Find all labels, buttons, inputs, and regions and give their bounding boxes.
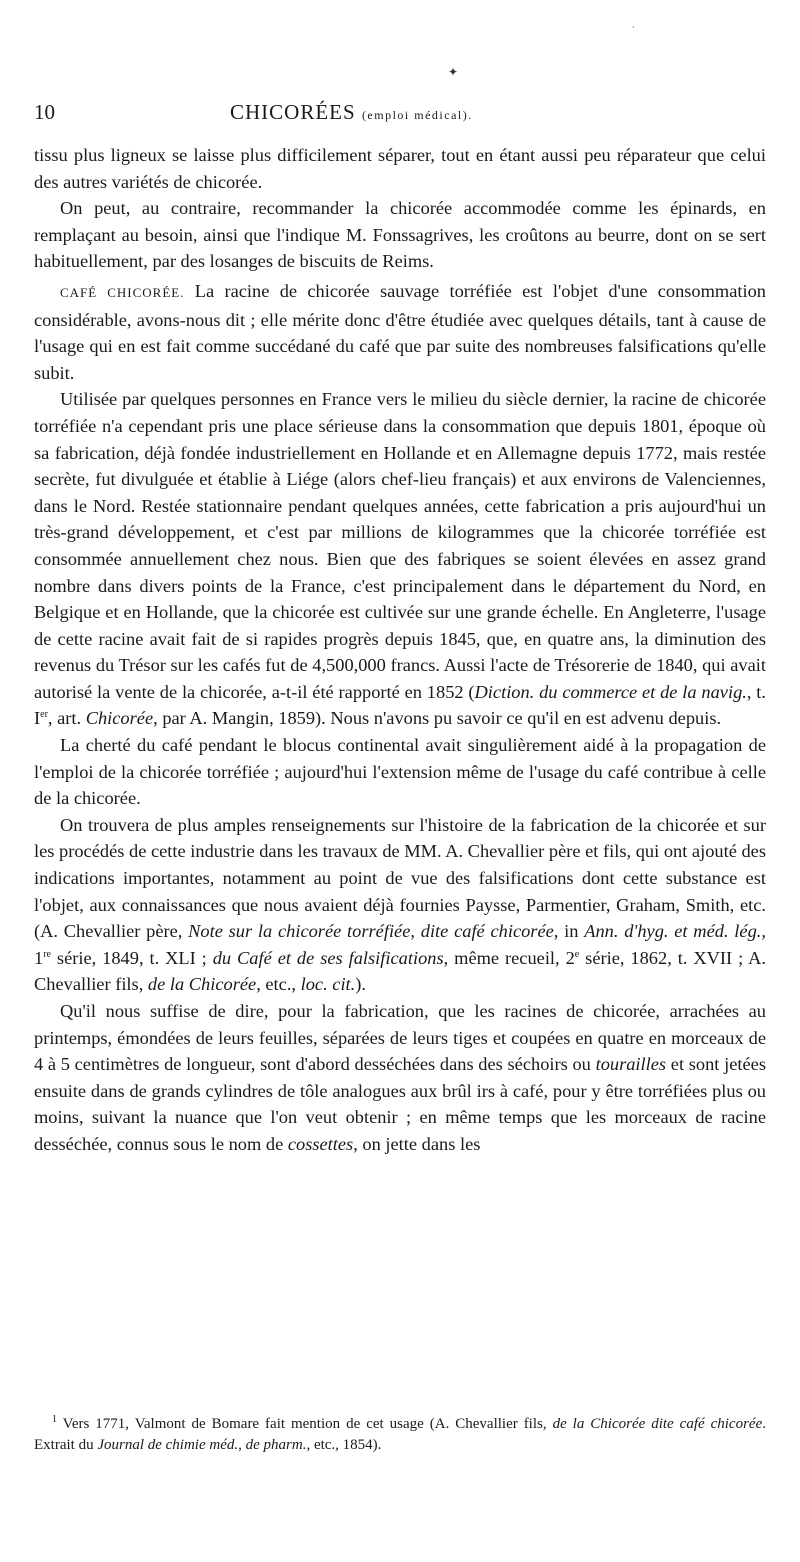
text-run: Utilisée par quelques personnes en France vers le milieu du siècle dernier, la racine de chicorée torréfiée n'a cependant pris une place sérieuse dans la consommation que depuis 1801, époque où sa fabrication, déjà fondée industriellement en Hollande et en Allemagne depuis 1772, mais restée secrète, fut divulguée et établie à Liége (alors chef-lieu français) et aux environs de Valenciennes, dans le Nord. Restée stationnaire pendant quelques années, cette fabrication a pris aujourd'hui un très-grand développement, et c'est par millions de kilogrammes que la chicorée torréfiée est consommée annuellement chez nous. Bien que des fabriques se soient élevées en assez grand nombre dans divers points de la France, c'est principalement dans le département du Nord, en Belgique et en Hollande, que la chicorée est cultivée sur une grande échelle. En Angleterre, l'usage de cette racine avait fait de si rapides progrès depuis 1845, que, en quatre ans, la diminution des revenus du Trésor sur les cafés fut de 4,500,000 francs. Aussi l'acte de Trésorerie de 1840, qui avait autorisé la vente de la chicorée, a-t-il été rapporté en 1852 ( [34,389,766,702]
italic-run: Diction. du commerce et de la navig. [474,681,747,702]
text-run: série, 1849, t. XLI ; [50,947,213,968]
text-run: tissu plus ligneux se laisse plus difficilement séparer, tout en étant aussi peu réparateur que celui des autres variétés de chicorée. [34,145,766,192]
running-head-title: CHICORÉES [230,100,356,124]
text-run: . Extrait du [34,1416,766,1453]
italic-run: cossettes [287,1133,354,1154]
text-run: Vers 1771, Valmont de Bomare fait mention de cet usage (A. Chevallier fils, [57,1416,553,1432]
paragraph [34,998,766,1158]
paragraph [34,732,766,812]
superscript: re [43,948,51,960]
italic-run: Chicorée [85,708,154,729]
paragraph [34,386,766,732]
text-run: et sont jetées ensuite dans de grands cylindres de tôle analogues aux brûl irs à café, pour y être torréfiées plus ou moins, suivant la nuance que l'on veut obtenir ; en même temps que les morceaux de racine desséchée, connus sous le nom de [34,1054,766,1154]
ink-speck: · [632,23,635,32]
text-run: La racine de chicorée sauvage torréfiée est l'objet d'une consommation considérable, avons-nous dit ; elle mérite donc d'être étudiée avec quelques détails, tant à cause de l'usage qui en est fait comme succédané du café que par suite des nombreuses falsifications qu'elle subit. [34,280,767,383]
italic-run: tourailles [595,1054,667,1075]
text-run: série, 1862, t. XVII ; A. Chevallier fils, [34,947,766,995]
italic-run: Note sur la chicorée torréfiée, dite café chicorée [188,921,554,942]
text-run: , art. [47,708,86,729]
italic-run: du Café et de ses falsifications [212,947,444,968]
page-number: 10 [34,100,55,124]
text-run: , même recueil, 2 [443,947,575,968]
italic-run: de la Chicorée [147,974,257,995]
text-run: , par A. Mangin, 1859). Nous n'avons pu savoir ce qu'il en est advenu depuis. [153,708,722,729]
italic-run: loc. cit. [300,974,356,995]
italic-run: Ann. d'hyg. et méd. lég. [584,921,762,942]
paragraph [34,142,766,195]
footnote [34,1414,766,1456]
paragraph [34,278,766,386]
running-head-subtitle: (emploi médical). [361,108,473,122]
text-run: La cherté du café pendant le blocus continental avait singulièrement aidé à la propagation de l'emploi de la chicorée torréfiée ; aujourd'hui l'extension même de l'usage du café contribue à celle de la chicorée. [34,735,766,809]
ink-speck: ✦ [448,65,459,79]
paragraph [34,812,766,998]
page-header [34,98,774,126]
superscript: e [574,948,580,960]
text-run: , etc., 1854). [306,1437,382,1453]
text-run: , etc., [256,974,301,995]
text-run: , t. I [34,681,766,729]
section-label: CAFÉ CHICORÉE. [60,284,185,300]
paragraph [34,195,766,275]
footnotes [34,1414,766,1456]
italic-run: de la Chicorée dite café chicorée [552,1416,763,1432]
text-run: Qu'il nous suffise de dire, pour la fabrication, que les racines de chicorée, arrachées au printemps, émondées de leurs feuilles, séparées de leurs tiges et coupées en quatre en morceaux de 4 à 5 centimètres de longueur, sont d'abord desséchées dans des séchoirs ou [34,1001,766,1075]
text-run: On peut, au contraire, recommander la chicorée accommodée comme les épinards, en remplaçant au besoin, ainsi que l'indique M. Fonssagrives, les croûtons au beurre, dont on se sert habituellement, par des losanges de biscuits de Reims. [34,198,766,272]
superscript: er [40,709,48,721]
text-run: On trouvera de plus amples renseignements sur l'histoire de la fabrication de la chicorée et sur les procédés de cette industrie dans les travaux de MM. A. Chevallier père et fils, qui ont ajouté des indications importantes, notamment au point de vue des falsifications dont cette substance est l'objet, aux connaissances que nous avaient déjà fournies Paysse, Parmentier, Graham, Smith, etc. (A. Chevallier père, [34,814,766,942]
text-run: , 1 [34,921,766,968]
superscript: 1 [52,1414,57,1425]
running-head [230,98,473,129]
text-run: , in [553,921,585,942]
text-run: , on jette dans les [353,1133,481,1154]
italic-run: Journal de chimie méd., de pharm. [97,1437,307,1453]
text-run: ). [355,974,367,995]
main-text [34,142,766,1158]
